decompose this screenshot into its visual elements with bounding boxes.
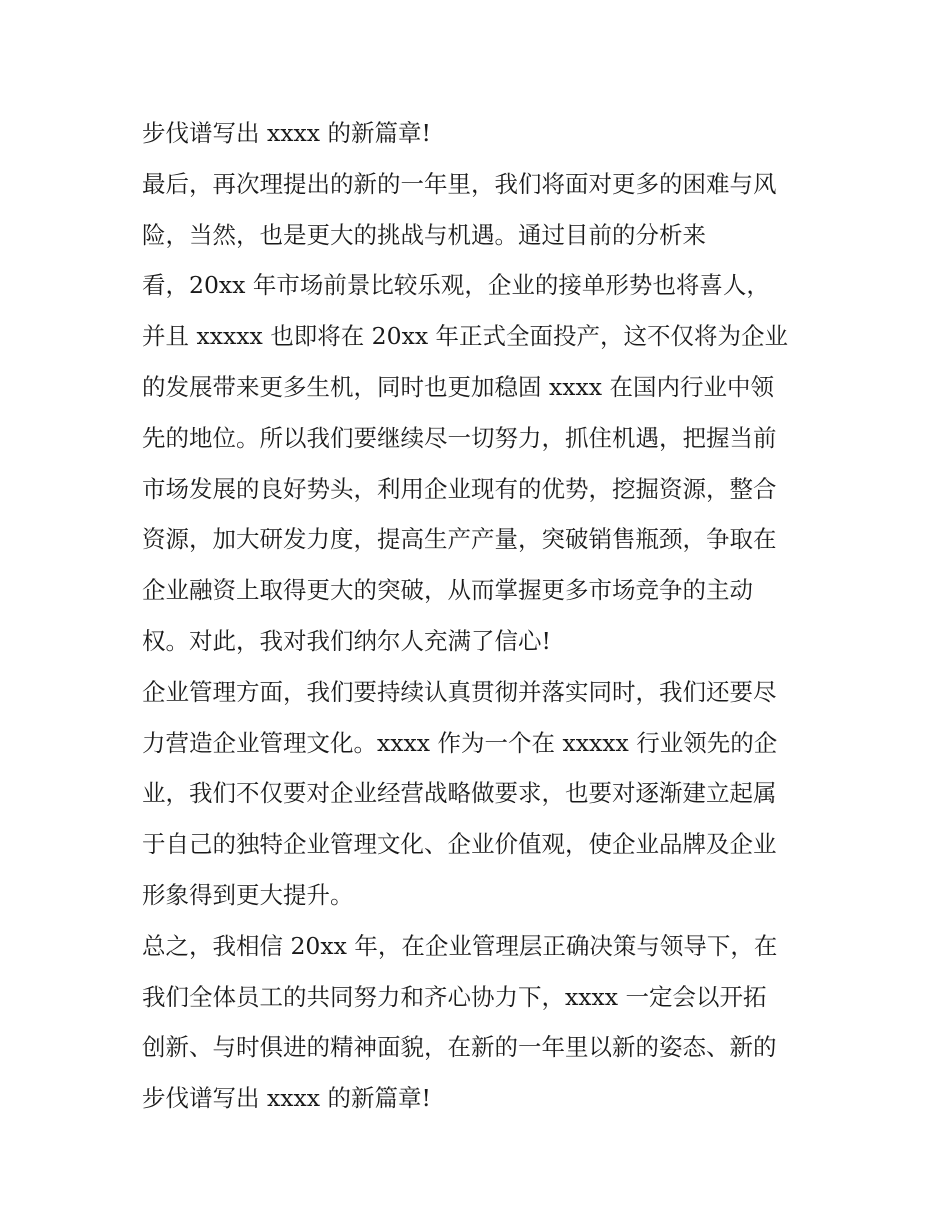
text-line: 最后，再次理提出的新的一年里，我们将面对更多的困难与风 [142, 169, 777, 198]
text-line: 权。对此，我对我们纳尔人充满了信心! [142, 626, 551, 655]
text-line: 市场发展的良好势头，利用企业现有的优势，挖掘资源，整合 [142, 474, 777, 503]
text-line: 总之，我相信 20xx 年，在企业管理层正确决策与领导下，在 [142, 931, 778, 960]
text-line: 企业融资上取得更大的突破，从而掌握更多市场竞争的主动 [142, 576, 753, 605]
text-line: 并且 xxxxx 也即将在 20xx 年正式全面投产，这不仅将为企业 [142, 322, 789, 351]
text-line: 力营造企业管理文化。xxxx 作为一个在 xxxxx 行业领先的企 [142, 728, 778, 757]
text-line: 我们全体员工的共同努力和齐心协力下，xxxx 一定会以开拓 [142, 982, 767, 1011]
text-line: 企业管理方面，我们要持续认真贯彻并落实同时，我们还要尽 [142, 677, 777, 706]
text-line: 险，当然，也是更大的挑战与机遇。通过目前的分析来 [142, 220, 706, 249]
text-line: 看，20xx 年市场前景比较乐观，企业的接单形势也将喜人， [142, 271, 770, 300]
text-line: 形象得到更大提升。 [142, 880, 354, 909]
text-line: 业，我们不仅要对企业经营战略做要求，也要对逐渐建立起属 [142, 779, 777, 808]
text-line: 资源，加大研发力度，提高生产产量，突破销售瓶颈，争取在 [142, 525, 777, 554]
text-line: 步伐谱写出 xxxx 的新篇章! [142, 119, 431, 147]
text-line: 于自己的独特企业管理文化、企业价值观，使企业品牌及企业 [142, 830, 777, 859]
text-line: 先的地位。所以我们要继续尽一切努力，抓住机遇，把握当前 [142, 423, 777, 452]
text-line: 步伐谱写出 xxxx 的新篇章! [142, 1084, 431, 1113]
body-text [142, 108, 822, 1124]
text-line: 创新、与时俱进的精神面貌，在新的一年里以新的姿态、新的 [142, 1033, 777, 1062]
text-line: 的发展带来更多生机，同时也更加稳固 xxxx 在国内行业中领 [142, 372, 774, 401]
